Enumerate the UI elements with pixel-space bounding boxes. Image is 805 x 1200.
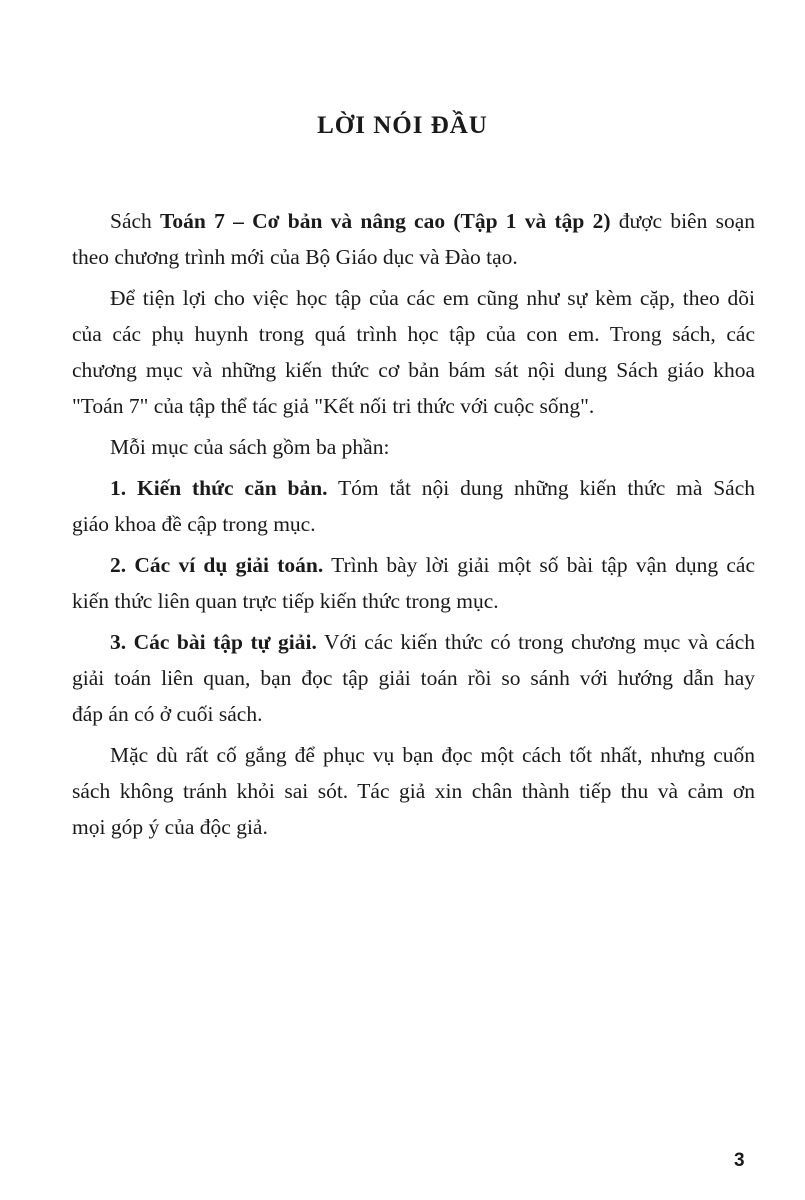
text-line: "Toán 7" của tập thể tác giả "Kết nối tri thức với cuộc sống". [72,394,595,418]
text-line: giải toán liên quan, bạn đọc tập giải toán rồi so sánh với hướng dẫn hay [72,666,755,690]
text-line [72,470,755,506]
text-span: Với các kiến thức có trong chương mục và cách [316,630,755,654]
text-line [72,624,755,660]
text-line: sách không tránh khỏi sai sót. Tác giả xin chân thành tiếp thu và cảm ơn [72,779,755,803]
text-line [72,203,755,239]
item-heading: 2. Các ví dụ giải toán. [110,553,324,577]
text-line: Mỗi mục của sách gồm ba phần: [110,435,390,459]
text-span: Tóm tắt nội dung những kiến thức mà Sách [327,476,755,500]
text-line: chương mục và những kiến thức cơ bản bám sát nội dung Sách giáo khoa [72,358,755,382]
text-line: của các phụ huynh trong quá trình học tập của con em. Trong sách, các [72,322,755,346]
text-line [72,547,755,583]
page-number: 3 [734,1150,745,1171]
paragraph-closing [72,737,755,845]
book-title: Toán 7 – Cơ bản và nâng cao (Tập 1 và tập 2) [160,209,611,233]
item-heading: 3. Các bài tập tự giải. [110,630,317,654]
text-line: kiến thức liên quan trực tiếp kiến thức trong mục. [72,589,499,613]
page-title: LỜI NÓI ĐẦU [317,112,488,139]
text-line: mọi góp ý của độc giả. [72,815,268,839]
section-item-3 [72,624,755,732]
text-line: giáo khoa đề cập trong mục. [72,512,316,536]
preface-body [72,203,755,850]
text-span: Trình bày lời giải một số bài tập vận dụng các [323,553,755,577]
text-line: theo chương trình mới của Bộ Giáo dục và Đào tạo. [72,245,518,269]
paragraph-purpose [72,280,755,424]
text-span: được biên soạn [610,209,755,233]
text-line: đáp án có ở cuối sách. [72,702,263,726]
section-item-1 [72,470,755,542]
paragraph-structure [72,429,755,465]
section-item-2 [72,547,755,619]
text-line: Để tiện lợi cho việc học tập của các em cũng như sự kèm cặp, theo dõi [110,286,755,310]
item-heading: 1. Kiến thức căn bản. [110,476,328,500]
text-line: Mặc dù rất cố gắng để phục vụ bạn đọc một cách tốt nhất, nhưng cuốn [110,743,755,767]
paragraph-intro [72,203,755,275]
text-span: Sách [110,209,161,233]
